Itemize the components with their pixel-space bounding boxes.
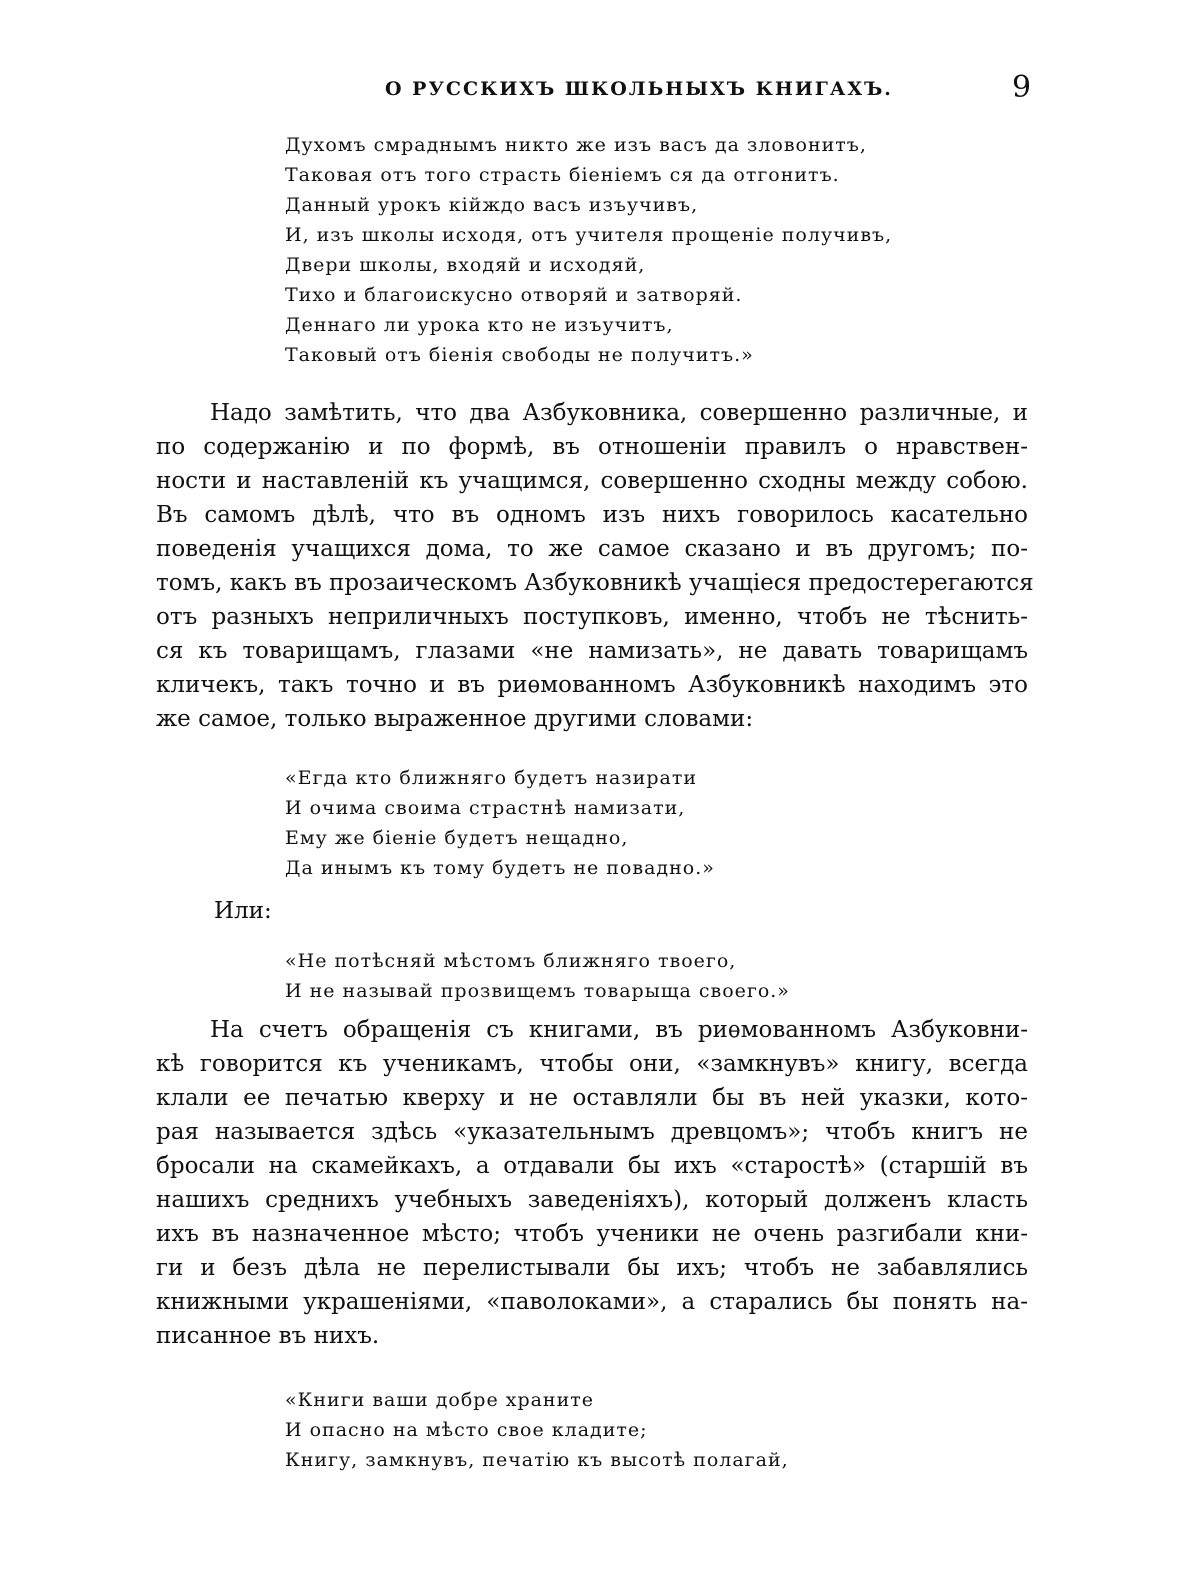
verse-line: Да инымъ къ тому будетъ не повадно.»	[285, 857, 715, 879]
paragraph-line: нашихъ среднихъ учебныхъ заведеніяхъ), который долженъ класть	[156, 1187, 1028, 1213]
verse-line: «Книги ваши добре храните	[285, 1389, 595, 1411]
verse-line: Деннаго ли урока кто не изъучитъ,	[285, 314, 674, 336]
verse-block-4	[285, 1385, 789, 1475]
page-number: 9	[1012, 70, 1032, 105]
paragraph-line: рая называется здѣсь «указательнымъ древцомъ»; чтобъ книгъ не	[156, 1119, 1028, 1145]
paragraph-line: ности и наставленій къ учащимся, совершенно сходны между собою.	[156, 468, 1028, 494]
paragraph-line: ихъ въ назначенное мѣсто; чтобъ ученики не очень разгибали кни-	[156, 1221, 1028, 1247]
paragraph-line: Въ самомъ дѣлѣ, что въ одномъ изъ нихъ говорилось касательно	[156, 502, 1028, 528]
paragraph-line: ся къ товарищамъ, глазами «не намизать», не давать товарищамъ	[156, 638, 1028, 664]
paragraph-line: поведенія учащихся дома, то же самое сказано и въ другомъ; по-	[156, 536, 1028, 562]
page-header	[0, 70, 1191, 110]
verse-line: И опасно на мѣсто свое кладите;	[285, 1419, 648, 1441]
verse-line: «Не потѣсняй мѣстомъ ближняго твоего,	[285, 950, 737, 972]
paragraph-line: томъ, какъ въ прозаическомъ Азбуковникѣ учащіеся предостерегаются	[156, 570, 1034, 596]
verse-line: Таковая отъ того страсть біеніемъ ся да отгонитъ.	[285, 164, 840, 186]
verse-line: Двери школы, входяй и исходяй,	[285, 254, 646, 276]
paragraph-line: книжными украшеніями, «паволоками», а старались бы понять на-	[156, 1289, 1028, 1315]
paragraph-line: отъ разныхъ неприличныхъ поступковъ, именно, чтобъ не тѣснить-	[156, 604, 1028, 630]
paragraph-line: Надо замѣтить, что два Азбуковника, совершенно различные, и	[210, 400, 1028, 426]
paragraph-line: кличекъ, такъ точно и въ риѳмованномъ Азбуковникѣ находимъ это	[156, 672, 1028, 698]
verse-block-1	[285, 130, 892, 370]
verse-block-2	[285, 763, 715, 883]
paragraph-line: ги и безъ дѣла не перелистывали бы ихъ; чтобъ не забавлялись	[156, 1255, 1028, 1281]
paragraph-2	[156, 1013, 1028, 1353]
verse-line: Ему же біеніе будетъ нещадно,	[285, 827, 629, 849]
paragraph-line: по содержанію и по формѣ, въ отношеніи правилъ о нравствен-	[156, 434, 1028, 460]
verse-line: Данный урокъ кійждо васъ изъучивъ,	[285, 194, 699, 216]
paragraph-line: На счетъ обращенія съ книгами, въ риѳмованномъ Азбуковни-	[210, 1017, 1028, 1043]
paragraph-line: клали ее печатью кверху и не оставляли бы въ ней указки, кото-	[156, 1085, 1028, 1111]
paragraph-line: бросали на скамейкахъ, а отдавали бы ихъ «старостѣ» (старшій въ	[156, 1153, 1028, 1179]
verse-block-3	[285, 946, 790, 1006]
verse-line: Тихо и благоискусно отворяй и затворяй.	[285, 284, 743, 306]
paragraph-line: писанное въ нихъ.	[156, 1323, 380, 1349]
verse-line: И не называй прозвищемъ товарыща своего.»	[285, 980, 790, 1002]
verse-line: Таковый отъ біенія свободы не получитъ.»	[285, 344, 754, 366]
verse-line: «Егда кто ближняго будетъ назирати	[285, 767, 697, 789]
verse-line: И очима своима страстнѣ намизати,	[285, 797, 686, 819]
paragraph-1	[156, 396, 1034, 736]
verse-line: Книгу, замкнувъ, печатію къ высотѣ полагай,	[285, 1449, 789, 1471]
conjunction-or: Или:	[214, 898, 272, 924]
paragraph-line: кѣ говорится къ ученикамъ, чтобы они, «замкнувъ» книгу, всегда	[156, 1051, 1028, 1077]
verse-line: Духомъ смраднымъ никто же изъ васъ да зловонитъ,	[285, 134, 867, 156]
paragraph-line: же самое, только выраженное другими словами:	[156, 706, 754, 732]
verse-line: И, изъ школы исходя, отъ учителя прощеніе получивъ,	[285, 224, 893, 246]
running-title: О РУССКИХЪ ШКОЛЬНЫХЪ КНИГАХЪ.	[385, 78, 893, 100]
